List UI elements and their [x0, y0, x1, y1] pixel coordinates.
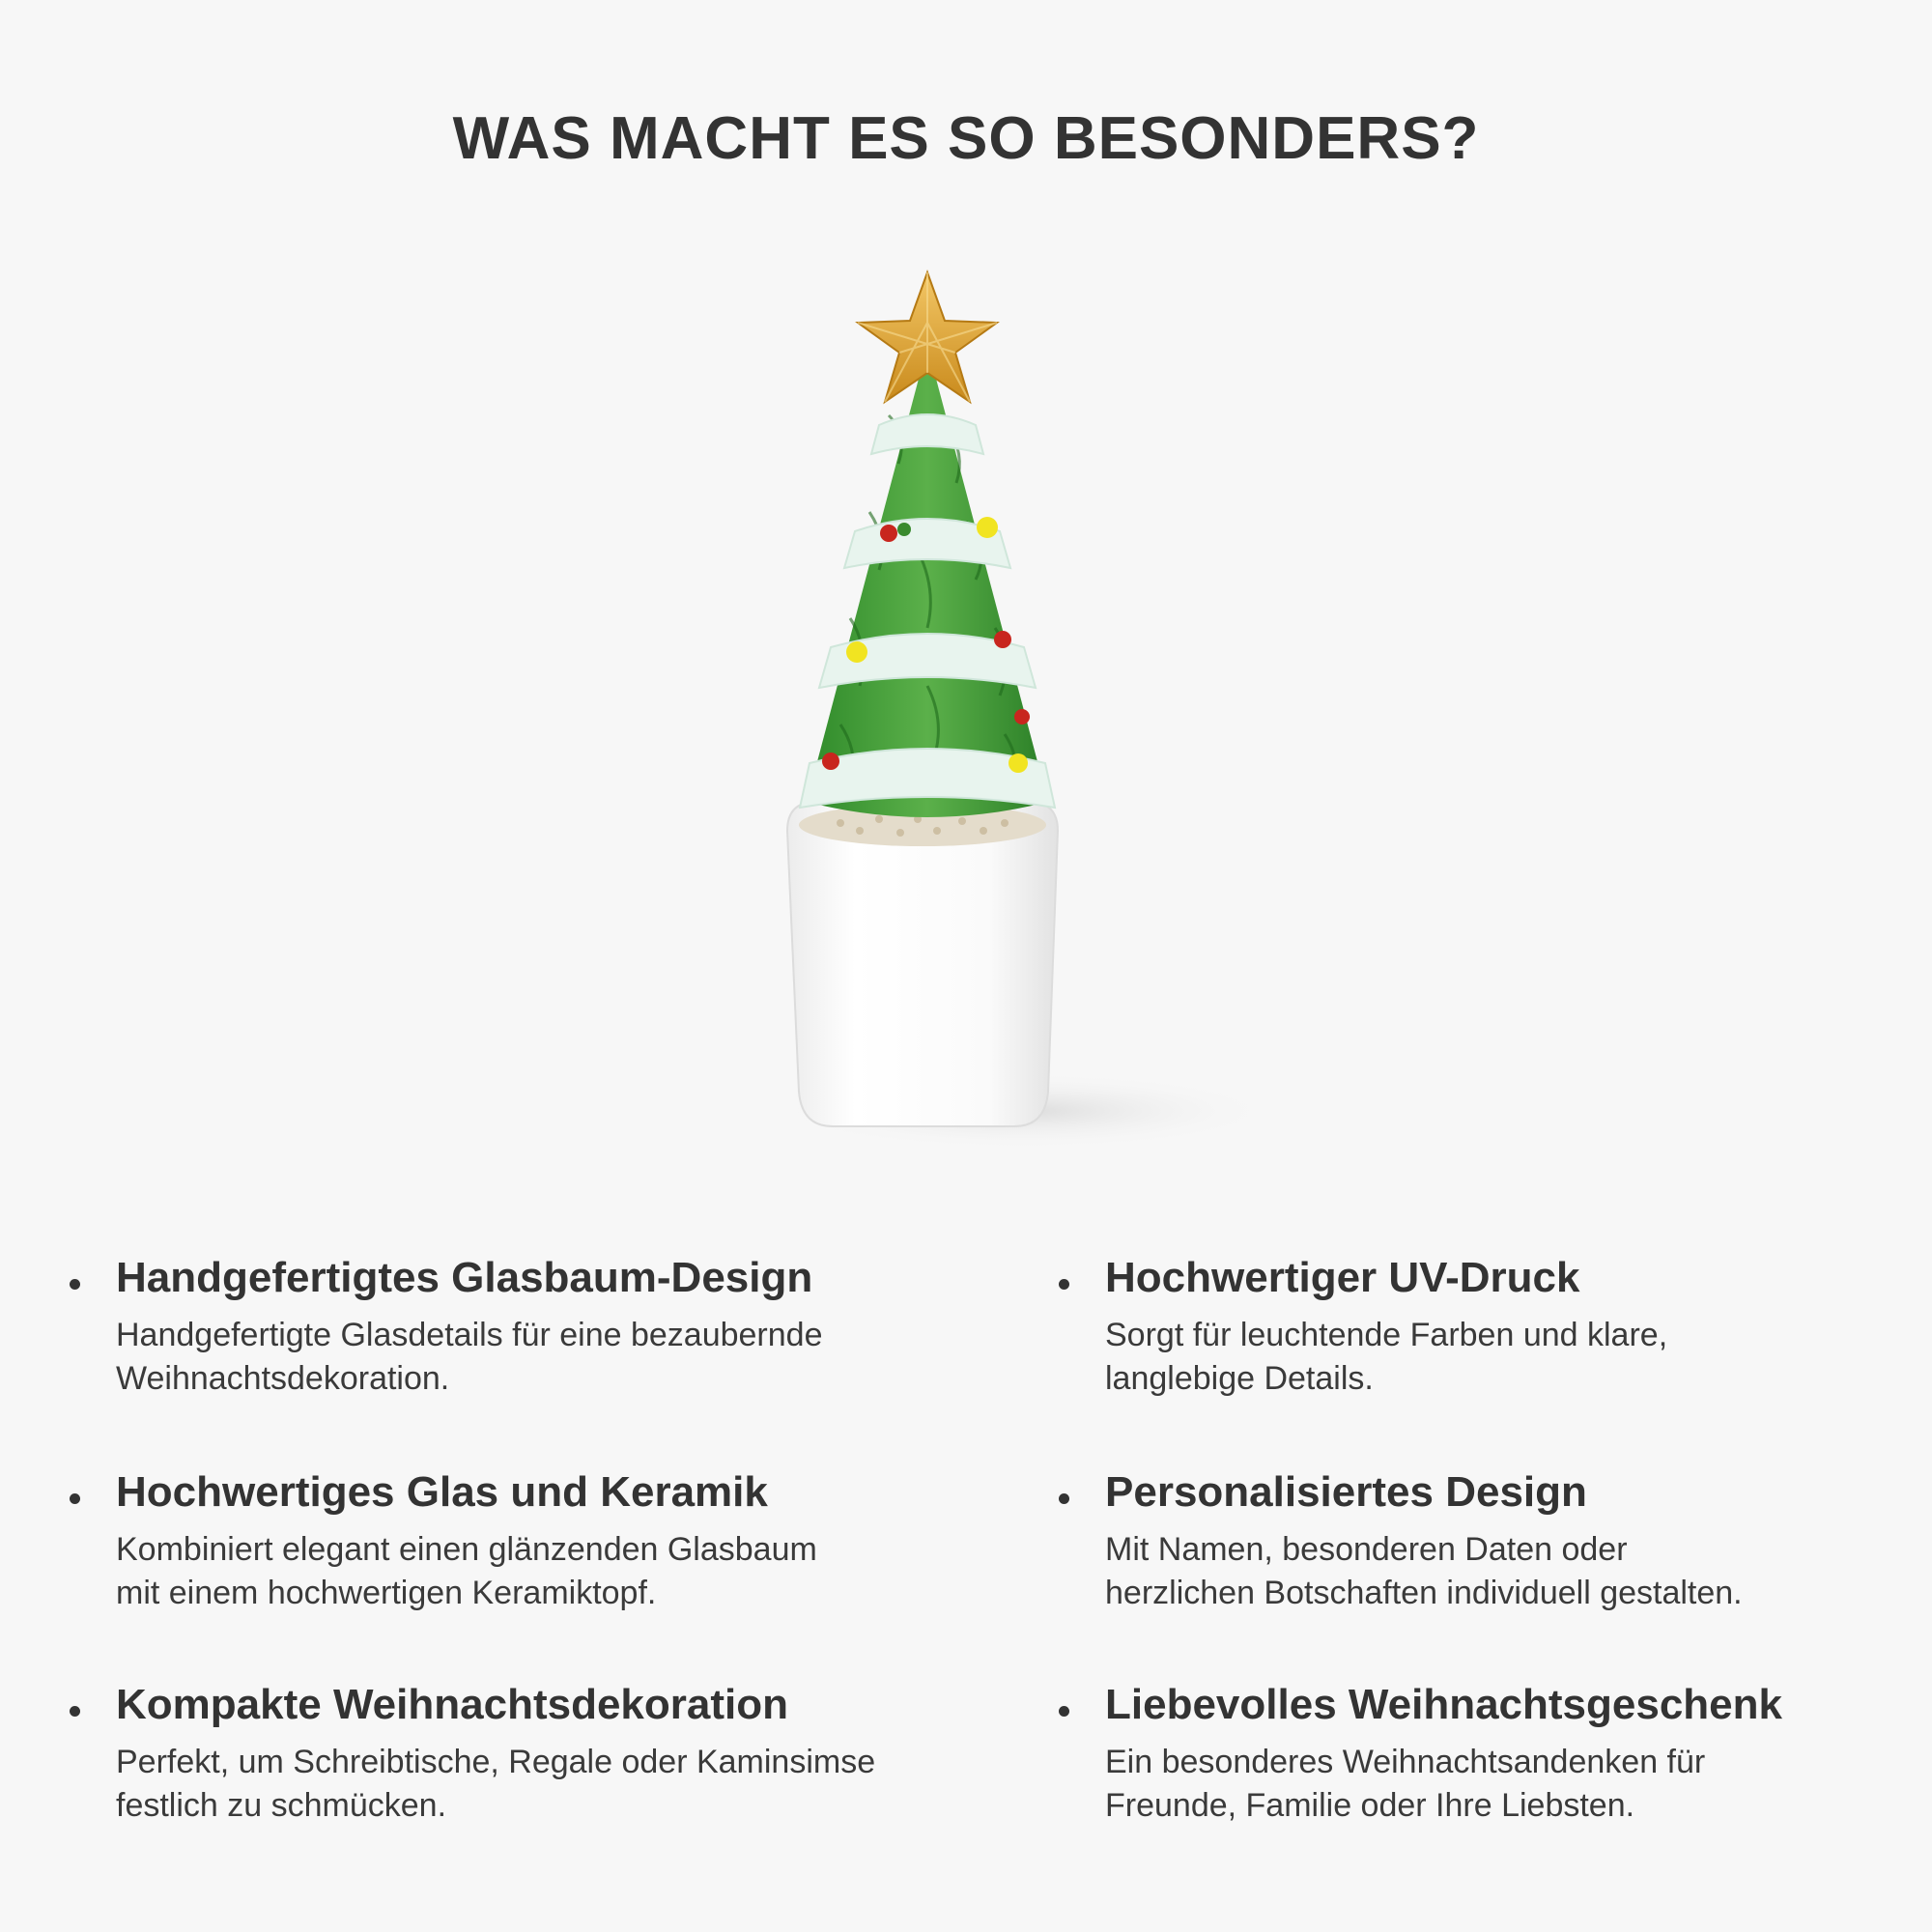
- feature-description-line: Weihnachtsdekoration.: [116, 1360, 450, 1397]
- feature-description-line: festlich zu schmücken.: [116, 1787, 447, 1824]
- feature-description-line: Ein besonderes Weihnachtsandenken für: [1105, 1744, 1706, 1780]
- feature-description-line: Freunde, Familie oder Ihre Liebsten.: [1105, 1787, 1635, 1824]
- feature-description-line: mit einem hochwertigen Keramiktopf.: [116, 1575, 657, 1611]
- feature-description-line: Mit Namen, besonderen Daten oder: [1105, 1531, 1628, 1568]
- feature-heading: Liebevolles Weihnachtsgeschenk: [1105, 1681, 1782, 1728]
- feature-description: [1105, 1314, 1932, 1401]
- bullet-icon: [70, 1279, 80, 1290]
- page-title: WAS MACHT ES SO BESONDERS?: [452, 105, 1480, 172]
- feature-description-line: Sorgt für leuchtende Farben und klare,: [1105, 1317, 1668, 1353]
- bullet-icon: [1059, 1279, 1069, 1290]
- feature-heading: Hochwertiger UV-Druck: [1105, 1254, 1580, 1301]
- feature-heading: Personalisiertes Design: [1105, 1468, 1587, 1516]
- feature-heading: Handgefertigtes Glasbaum-Design: [116, 1254, 813, 1301]
- bullet-icon: [70, 1706, 80, 1717]
- glass-tree: [800, 346, 1055, 817]
- feature-heading: Kompakte Weihnachtsdekoration: [116, 1681, 788, 1728]
- feature-description-line: herzlichen Botschaften individuell gestalten.: [1105, 1575, 1743, 1611]
- feature-description-line: Perfekt, um Schreibtische, Regale oder Kaminsimse: [116, 1744, 876, 1780]
- feature-description-line: langlebige Details.: [1105, 1360, 1374, 1397]
- feature-description: [116, 1741, 985, 1828]
- feature-description-line: Handgefertigte Glasdetails für eine bezaubernde: [116, 1317, 823, 1353]
- feature-description: [1105, 1528, 1932, 1615]
- feature-heading: Hochwertiges Glas und Keramik: [116, 1468, 768, 1516]
- feature-description: [1105, 1741, 1932, 1828]
- feature-description-line: Kombiniert elegant einen glänzenden Glasbaum: [116, 1531, 817, 1568]
- bullet-icon: [70, 1493, 80, 1504]
- feature-description: [116, 1528, 985, 1615]
- bullet-icon: [1059, 1706, 1069, 1717]
- glass-tree-product-image: [734, 261, 1507, 1150]
- feature-description: [116, 1314, 985, 1401]
- bullet-icon: [1059, 1493, 1069, 1504]
- ceramic-pot: [787, 802, 1058, 1126]
